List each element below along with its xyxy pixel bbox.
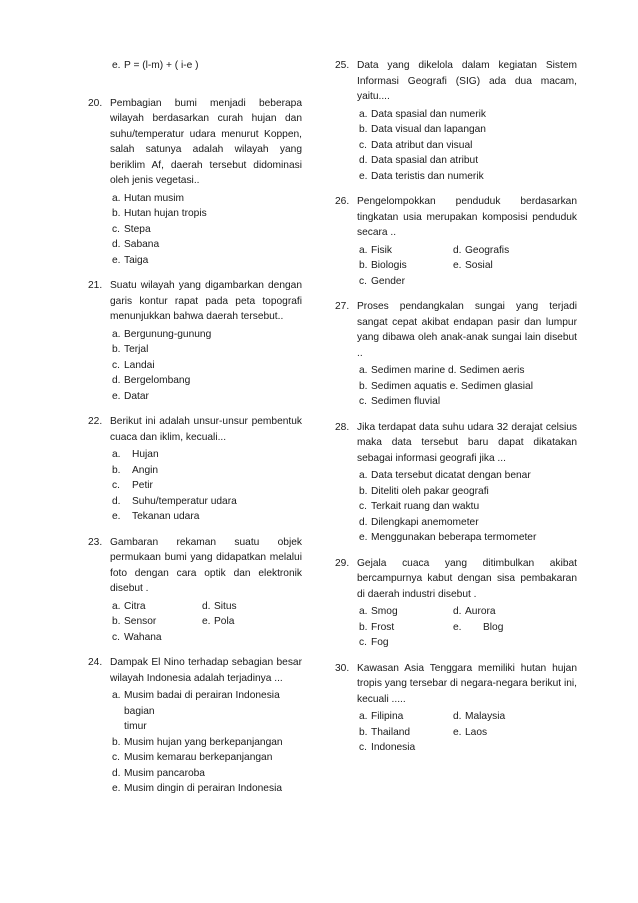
question-22 [88, 414, 302, 525]
option-letter: d. [453, 711, 462, 722]
option-d [357, 515, 577, 531]
right-column [335, 58, 577, 766]
option-row [357, 620, 577, 636]
option-text: Hujan [132, 449, 159, 460]
option-text: Diteliti oleh pakar geografi [371, 485, 489, 497]
question-text: Berikut ini adalah unsur-unsur pembentuk cuaca dan iklim, kecuali... [110, 416, 302, 443]
option-letter: b. [112, 344, 121, 355]
option-d [110, 237, 302, 253]
option-c [110, 222, 302, 238]
option-a [110, 327, 302, 343]
option-letter: a. [112, 328, 121, 340]
option-letter: e. [112, 60, 121, 71]
option-d [110, 766, 302, 782]
option-letter: b. [112, 464, 121, 476]
option-c [110, 630, 302, 646]
option-text: Musim hujan yang berkepanjangan [124, 736, 283, 748]
option-text: Filipina [371, 711, 404, 722]
option-letter: c. [112, 752, 120, 763]
option-b [110, 614, 202, 630]
option-letter: e. [202, 616, 211, 627]
option-c [357, 740, 577, 756]
option-list [357, 468, 577, 546]
question-text: Jika terdapat data suhu udara 32 derajat celsius maka data tersebut baru dapat dikatakan sebagai informasi geografi jika ... [357, 421, 577, 464]
question-text: Pembagian bumi menjadi beberapa wilayah berdasarkan curah hujan dan suhu/temperatur udara menurut Koppen, salah satunya adalah wilayah yang beriklim Af, daerah tersebut didominasi oleh jenis vegetasi.. [110, 97, 302, 186]
option-letter: c. [359, 742, 367, 753]
question-number: 26. [335, 196, 350, 207]
option-letter: a. [359, 108, 368, 120]
option-text: Fisik [371, 244, 392, 256]
option-text: Sabana [124, 239, 160, 250]
option-text: Musim pancaroba [124, 767, 205, 779]
option-letter: c. [359, 501, 367, 512]
question-text: Gejala cuaca yang ditimbulkan akibat bercampurnya kabut dengan sisa pembakaran di daerah industri disebut . [357, 557, 577, 600]
question-text: Kawasan Asia Tenggara memiliki hutan hujan tropis yang tersebar di negara-negara berikut ini, kecuali ..... [357, 662, 577, 705]
option-letter: a. [112, 192, 121, 204]
option-e [453, 258, 493, 274]
question-text: Data yang dikelola dalam kegiatan Sistem Informasi Geografi (SIG) ada dua macam, yaitu.... [357, 60, 577, 102]
option-letter: a. [359, 470, 368, 481]
option-text: Biologis [371, 260, 407, 271]
option-d [453, 243, 509, 259]
option-text: Taiga [124, 254, 149, 266]
option-d [453, 604, 496, 620]
option-text: Frost [371, 621, 395, 633]
option-text: Blog [483, 621, 504, 633]
question-25 [335, 58, 577, 184]
option-text: Stepa [124, 223, 151, 235]
option-c [110, 478, 302, 494]
option-letter: c. [359, 275, 367, 287]
option-letter: a. [112, 600, 121, 612]
option-text: Hutan musim [124, 192, 185, 204]
option-letter: d. [359, 516, 368, 528]
option-d [357, 153, 577, 169]
option-letter: b. [112, 208, 121, 219]
question-text: Suatu wilayah yang digambarkan dengan garis kontur rapat pada peta topografi menunjukkan bahwa daerah tersebut.. [110, 280, 302, 322]
option-text: Laos [465, 726, 488, 738]
option-e [110, 509, 302, 525]
option-letter: b. [359, 380, 368, 392]
option-text: Hutan hujan tropis [124, 208, 207, 219]
question-text: Dampak El Nino terhadap sebagian besar wilayah Indonesia adalah terjadinya ... [110, 657, 302, 684]
option-b [110, 463, 302, 479]
option-c [357, 394, 577, 410]
question-number: 27. [335, 301, 350, 312]
option-row [110, 599, 302, 615]
option-letter: c. [112, 480, 120, 491]
option-b [357, 725, 453, 741]
option-c [357, 635, 577, 651]
option-list [357, 243, 577, 290]
question-number: 28. [335, 421, 350, 433]
option-letter: d. [112, 239, 121, 250]
option-text: Situs [214, 600, 237, 612]
option-text: Sensor [124, 616, 157, 627]
option-letter: d. [359, 155, 368, 166]
option-b [110, 342, 302, 358]
option-text: Bergelombang [124, 375, 191, 386]
option-row [357, 243, 577, 259]
option-text: Smog [371, 606, 398, 617]
option-letter: b. [112, 736, 121, 748]
option-a [110, 599, 202, 615]
option-letter: d. [112, 495, 121, 507]
option-a [357, 243, 453, 259]
option-d [110, 373, 302, 389]
option-row [110, 614, 302, 630]
option-b [110, 206, 302, 222]
option-c [357, 138, 577, 154]
option-letter: a. [112, 449, 121, 460]
question-number: 22. [88, 416, 103, 427]
option-text: Bergunung-gunung [124, 328, 212, 340]
option-c [357, 274, 577, 290]
question-26 [335, 194, 577, 289]
option-text: Landai [124, 359, 155, 371]
option-letter: c. [112, 223, 120, 235]
option-letter: d. [453, 606, 462, 617]
option-text: Terjal [124, 344, 149, 355]
question-number: 25. [335, 60, 350, 71]
option-letter: c. [359, 396, 367, 407]
option-row [357, 725, 577, 741]
option-text: Sedimen marine d. Sedimen aeris [371, 365, 525, 376]
option-letter: b. [359, 726, 368, 738]
option-d [202, 599, 237, 615]
option-list [110, 447, 302, 525]
option-text: Dilengkapi anemometer [371, 516, 479, 528]
question-number: 30. [335, 662, 350, 674]
option-letter: c. [112, 631, 120, 643]
option-e [453, 620, 503, 636]
option-text: Musim dingin di perairan Indonesia [124, 783, 282, 794]
option-text: Datar [124, 390, 149, 402]
question-20 [88, 96, 302, 269]
option-list [357, 709, 577, 756]
option-c [110, 750, 302, 766]
option-a [357, 107, 577, 123]
option-letter: e. [112, 511, 121, 522]
option-text: Aurora [465, 606, 496, 617]
option-e [453, 725, 487, 741]
option-letter: a. [359, 711, 368, 722]
option-text: Petir [132, 480, 153, 491]
option-letter: c. [359, 139, 367, 151]
option-a-continuation: timur [124, 721, 147, 732]
option-text: Data teristis dan numerik [371, 170, 484, 182]
option-a-d [357, 363, 577, 379]
question-28 [335, 420, 577, 546]
option-b [357, 258, 453, 274]
question-30 [335, 661, 577, 756]
option-letter: e. [112, 783, 121, 794]
option-list [110, 191, 302, 269]
option-letter: a. [359, 365, 368, 376]
option-text: Data tersebut dicatat dengan benar [371, 470, 531, 481]
option-text: Thailand [371, 726, 411, 738]
option-letter: a. [359, 244, 368, 256]
option-list [110, 688, 302, 797]
question-24 [88, 655, 302, 797]
option-e [110, 781, 302, 797]
option-letter: e. [453, 260, 462, 271]
option-e [357, 169, 577, 185]
option-e [110, 253, 302, 269]
option-a-continuation: bagian [124, 705, 155, 717]
option-row [357, 604, 577, 620]
option-list [110, 599, 302, 646]
option-letter: b. [359, 485, 368, 497]
option-text: Terkait ruang dan waktu [371, 501, 480, 512]
option-a [110, 191, 302, 207]
option-letter: e. [453, 726, 462, 738]
option-list [110, 327, 302, 405]
option-text: Sedimen fluvial [371, 396, 441, 407]
question-number: 29. [335, 557, 350, 569]
option-letter: c. [112, 359, 120, 371]
option-text: Menggunakan beberapa termometer [371, 532, 537, 543]
option-text: Gender [371, 275, 405, 287]
option-text: Fog [371, 637, 389, 648]
option-c [110, 358, 302, 374]
option-row [357, 709, 577, 725]
option-b [357, 484, 577, 500]
option-text: Data atribut dan visual [371, 139, 473, 151]
option-a [357, 468, 577, 484]
option-text: Angin [132, 464, 159, 476]
option-letter: a. [112, 690, 121, 701]
option-letter: d. [453, 244, 462, 256]
option-e [357, 530, 577, 546]
option-letter: b. [359, 124, 368, 135]
option-e [202, 614, 234, 630]
option-text: Data spasial dan atribut [371, 155, 479, 166]
option-list [357, 363, 577, 410]
option-letter: d. [112, 375, 121, 386]
option-d [110, 494, 302, 510]
option-b [357, 122, 577, 138]
question-27 [335, 299, 577, 410]
option-text: Data spasial dan numerik [371, 108, 486, 120]
question-number: 24. [88, 657, 103, 668]
option-text: Musim badai di perairan Indonesia [124, 690, 280, 701]
q19-option-e [110, 58, 302, 74]
option-letter: b. [112, 616, 121, 627]
option-row [357, 258, 577, 274]
question-21 [88, 278, 302, 404]
option-e [110, 389, 302, 405]
question-number: 20. [88, 97, 103, 109]
option-text: Musim kemarau berkepanjangan [124, 752, 273, 763]
option-letter: d. [112, 767, 121, 779]
option-text: Data visual dan lapangan [371, 124, 486, 135]
option-a [357, 604, 453, 620]
option-text: P = (l-m) + ( i-e ) [124, 60, 199, 71]
option-list [357, 107, 577, 185]
question-number: 21. [88, 280, 103, 291]
option-c [357, 499, 577, 515]
option-text: Sosial [465, 260, 493, 271]
option-text: Malaysia [465, 711, 506, 722]
option-a [357, 709, 453, 725]
question-text: Proses pendangkalan sungai yang terjadi sangat cepat akibat endapan pasir dan lumpur yang dibawa oleh anak-anak sungai lain disebut .. [357, 301, 577, 359]
option-letter: c. [359, 637, 367, 648]
option-a [110, 688, 302, 704]
option-text: Geografis [465, 244, 510, 256]
option-letter: e. [359, 532, 368, 543]
option-list [357, 604, 577, 651]
option-text: Sedimen aquatis e. Sedimen glasial [371, 380, 533, 392]
option-b-e [357, 379, 577, 395]
option-letter: b. [359, 260, 368, 271]
question-number: 23. [88, 536, 103, 548]
option-letter: d. [202, 600, 211, 612]
option-letter: e. [359, 170, 368, 182]
option-b [357, 620, 453, 636]
option-text: Wahana [124, 631, 162, 643]
option-text: Tekanan udara [132, 511, 200, 522]
option-letter: e. [112, 254, 121, 266]
option-letter: a. [359, 606, 368, 617]
option-letter: e. [453, 621, 462, 633]
option-letter: e. [112, 390, 121, 402]
option-text: Suhu/temperatur udara [132, 495, 237, 507]
option-letter: b. [359, 621, 368, 633]
option-text: Citra [124, 600, 146, 612]
question-text: Pengelompokkan penduduk berdasarkan tingkatan usia merupakan komposisi penduduk secara .. [357, 196, 577, 238]
left-column [88, 58, 302, 807]
question-text: Gambaran rekaman suatu objek permukaan bumi yang didapatkan melalui foto dengan cara optik dan elektronik disebut . [110, 536, 302, 594]
option-d [453, 709, 505, 725]
option-b [110, 735, 302, 751]
option-a [110, 447, 302, 463]
question-29 [335, 556, 577, 651]
option-text: Pola [214, 616, 235, 627]
question-23 [88, 535, 302, 646]
option-text: Indonesia [371, 742, 416, 753]
